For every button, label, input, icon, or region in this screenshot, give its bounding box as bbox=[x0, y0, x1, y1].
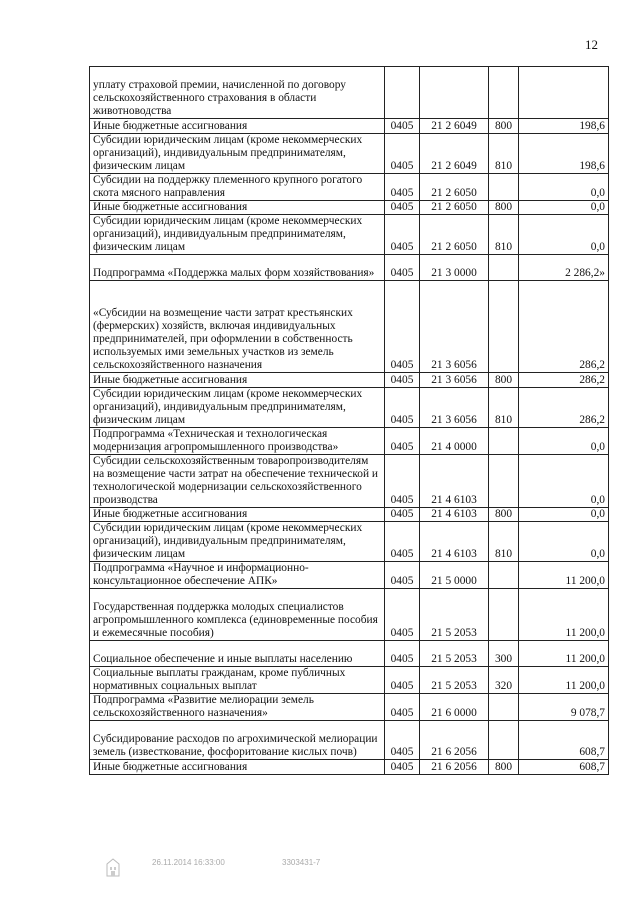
table-row bbox=[90, 134, 609, 174]
row-amount: 0,0 bbox=[519, 174, 609, 201]
row-section-code: 0405 bbox=[385, 119, 420, 134]
table-row bbox=[90, 562, 609, 589]
page-number: 12 bbox=[585, 37, 598, 52]
row-expense-type bbox=[489, 428, 519, 455]
row-expense-type: 800 bbox=[489, 508, 519, 522]
budget-table bbox=[89, 66, 609, 775]
row-amount: 608,7 bbox=[519, 721, 609, 760]
table-row bbox=[90, 67, 609, 119]
row-amount: 11 200,0 bbox=[519, 667, 609, 694]
row-section-code: 0405 bbox=[385, 215, 420, 255]
row-name: Подпрограмма «Техническая и технологическая модернизация агропромышленного производства» bbox=[90, 428, 385, 455]
row-section-code: 0405 bbox=[385, 667, 420, 694]
row-expense-type: 810 bbox=[489, 388, 519, 428]
row-amount: 198,6 bbox=[519, 134, 609, 174]
row-expense-type bbox=[489, 721, 519, 760]
table-row bbox=[90, 694, 609, 721]
footer-date: 26.11.2014 16:33:00 bbox=[152, 858, 225, 867]
row-section-code: 0405 bbox=[385, 134, 420, 174]
row-amount: 0,0 bbox=[519, 201, 609, 215]
row-target-code: 21 5 0000 bbox=[420, 562, 489, 589]
row-section-code: 0405 bbox=[385, 589, 420, 641]
row-expense-type: 300 bbox=[489, 641, 519, 667]
row-amount: 286,2 bbox=[519, 373, 609, 388]
row-name: Иные бюджетные ассигнования bbox=[90, 201, 385, 215]
row-expense-type bbox=[489, 255, 519, 281]
row-name: Иные бюджетные ассигнования bbox=[90, 760, 385, 775]
row-name: Иные бюджетные ассигнования bbox=[90, 508, 385, 522]
row-section-code: 0405 bbox=[385, 201, 420, 215]
table-row bbox=[90, 721, 609, 760]
row-expense-type: 320 bbox=[489, 667, 519, 694]
row-amount: 0,0 bbox=[519, 428, 609, 455]
table-row bbox=[90, 760, 609, 775]
row-amount: 0,0 bbox=[519, 215, 609, 255]
budget-table-body bbox=[90, 67, 609, 775]
row-amount: 11 200,0 bbox=[519, 562, 609, 589]
row-amount: 11 200,0 bbox=[519, 641, 609, 667]
row-expense-type bbox=[489, 589, 519, 641]
row-section-code: 0405 bbox=[385, 455, 420, 508]
row-name: Подпрограмма «Развитие мелиорации земель сельскохозяйственного назначения» bbox=[90, 694, 385, 721]
row-name: Субсидии юридическим лицам (кроме некоммерческих организаций), индивидуальным предпринимателям, физическим лицам bbox=[90, 388, 385, 428]
row-amount: 0,0 bbox=[519, 508, 609, 522]
row-target-code: 21 3 6056 bbox=[420, 281, 489, 373]
row-amount bbox=[519, 67, 609, 119]
row-section-code: 0405 bbox=[385, 428, 420, 455]
row-name: Субсидирование расходов по агрохимической мелиорации земель (известкование, фосфоритование кислых почв) bbox=[90, 721, 385, 760]
row-amount: 286,2 bbox=[519, 388, 609, 428]
row-target-code: 21 2 6050 bbox=[420, 201, 489, 215]
row-expense-type: 800 bbox=[489, 373, 519, 388]
row-section-code: 0405 bbox=[385, 388, 420, 428]
row-name: уплату страховой премии, начисленной по договору сельскохозяйственного страхования в области животноводства bbox=[90, 67, 385, 119]
row-expense-type bbox=[489, 694, 519, 721]
footer-code: 3303431-7 bbox=[282, 858, 321, 867]
row-target-code: 21 6 2056 bbox=[420, 721, 489, 760]
row-section-code: 0405 bbox=[385, 641, 420, 667]
row-amount: 0,0 bbox=[519, 522, 609, 562]
row-expense-type bbox=[489, 174, 519, 201]
row-name: Иные бюджетные ассигнования bbox=[90, 373, 385, 388]
row-expense-type bbox=[489, 281, 519, 373]
row-expense-type: 810 bbox=[489, 215, 519, 255]
table-row bbox=[90, 174, 609, 201]
table-row bbox=[90, 589, 609, 641]
row-target-code: 21 5 2053 bbox=[420, 589, 489, 641]
row-name: Социальные выплаты гражданам, кроме публичных нормативных социальных выплат bbox=[90, 667, 385, 694]
row-target-code: 21 3 6056 bbox=[420, 373, 489, 388]
row-target-code: 21 6 0000 bbox=[420, 694, 489, 721]
row-section-code: 0405 bbox=[385, 281, 420, 373]
row-target-code: 21 4 6103 bbox=[420, 508, 489, 522]
row-target-code bbox=[420, 67, 489, 119]
row-target-code: 21 4 0000 bbox=[420, 428, 489, 455]
row-section-code: 0405 bbox=[385, 373, 420, 388]
row-section-code: 0405 bbox=[385, 522, 420, 562]
table-row bbox=[90, 119, 609, 134]
row-target-code: 21 6 2056 bbox=[420, 760, 489, 775]
row-expense-type: 800 bbox=[489, 760, 519, 775]
row-amount: 9 078,7 bbox=[519, 694, 609, 721]
row-target-code: 21 4 6103 bbox=[420, 522, 489, 562]
row-name: Субсидии юридическим лицам (кроме некоммерческих организаций), индивидуальным предпринимателям, физическим лицам bbox=[90, 215, 385, 255]
row-amount: 198,6 bbox=[519, 119, 609, 134]
row-section-code: 0405 bbox=[385, 721, 420, 760]
table-row bbox=[90, 508, 609, 522]
row-name: Субсидии юридическим лицам (кроме некоммерческих организаций), индивидуальным предпринимателям, физическим лицам bbox=[90, 134, 385, 174]
table-row bbox=[90, 388, 609, 428]
row-name: Иные бюджетные ассигнования bbox=[90, 119, 385, 134]
row-expense-type bbox=[489, 455, 519, 508]
table-row bbox=[90, 667, 609, 694]
row-name: Подпрограмма «Научное и информационно-консультационное обеспечение АПК» bbox=[90, 562, 385, 589]
table-row bbox=[90, 373, 609, 388]
row-name: Государственная поддержка молодых специалистов агропромышленного комплекса (единовременные пособия и ежемесячные пособия) bbox=[90, 589, 385, 641]
row-expense-type: 810 bbox=[489, 134, 519, 174]
table-row bbox=[90, 201, 609, 215]
table-row bbox=[90, 281, 609, 373]
row-amount: 0,0 bbox=[519, 455, 609, 508]
table-row bbox=[90, 215, 609, 255]
row-section-code: 0405 bbox=[385, 760, 420, 775]
row-target-code: 21 5 2053 bbox=[420, 641, 489, 667]
row-expense-type: 810 bbox=[489, 522, 519, 562]
row-name: Субсидии сельскохозяйственным товаропроизводителям на возмещение части затрат на обеспечение технической и технологической модернизации сельскохозяйственного производства bbox=[90, 455, 385, 508]
row-target-code: 21 3 6056 bbox=[420, 388, 489, 428]
table-row bbox=[90, 255, 609, 281]
row-section-code: 0405 bbox=[385, 694, 420, 721]
row-section-code: 0405 bbox=[385, 174, 420, 201]
row-expense-type bbox=[489, 67, 519, 119]
row-target-code: 21 5 2053 bbox=[420, 667, 489, 694]
row-target-code: 21 2 6050 bbox=[420, 174, 489, 201]
row-target-code: 21 2 6050 bbox=[420, 215, 489, 255]
table-row bbox=[90, 522, 609, 562]
table-row bbox=[90, 641, 609, 667]
row-target-code: 21 3 0000 bbox=[420, 255, 489, 281]
row-expense-type: 800 bbox=[489, 119, 519, 134]
row-name: Субсидии юридическим лицам (кроме некоммерческих организаций), индивидуальным предпринимателям, физическим лицам bbox=[90, 522, 385, 562]
row-section-code bbox=[385, 67, 420, 119]
building-stamp-icon bbox=[105, 858, 121, 878]
page-footer bbox=[0, 856, 640, 886]
row-expense-type bbox=[489, 562, 519, 589]
row-amount: 2 286,2» bbox=[519, 255, 609, 281]
row-name: Подпрограмма «Поддержка малых форм хозяйствования» bbox=[90, 255, 385, 281]
row-expense-type: 800 bbox=[489, 201, 519, 215]
row-amount: 608,7 bbox=[519, 760, 609, 775]
row-name: Социальное обеспечение и иные выплаты населению bbox=[90, 641, 385, 667]
row-section-code: 0405 bbox=[385, 255, 420, 281]
row-amount: 11 200,0 bbox=[519, 589, 609, 641]
row-target-code: 21 2 6049 bbox=[420, 119, 489, 134]
table-row bbox=[90, 428, 609, 455]
row-section-code: 0405 bbox=[385, 508, 420, 522]
row-section-code: 0405 bbox=[385, 562, 420, 589]
row-amount: 286,2 bbox=[519, 281, 609, 373]
row-name: Субсидии на поддержку племенного крупного рогатого скота мясного направления bbox=[90, 174, 385, 201]
table-row bbox=[90, 455, 609, 508]
row-target-code: 21 4 6103 bbox=[420, 455, 489, 508]
row-name: «Субсидии на возмещение части затрат крестьянских (фермерских) хозяйств, включая индивидуальных предпринимателей, при оформлении в собственность используемых ими земельных участков из земель сельскохозяйственного назначения bbox=[90, 281, 385, 373]
row-target-code: 21 2 6049 bbox=[420, 134, 489, 174]
